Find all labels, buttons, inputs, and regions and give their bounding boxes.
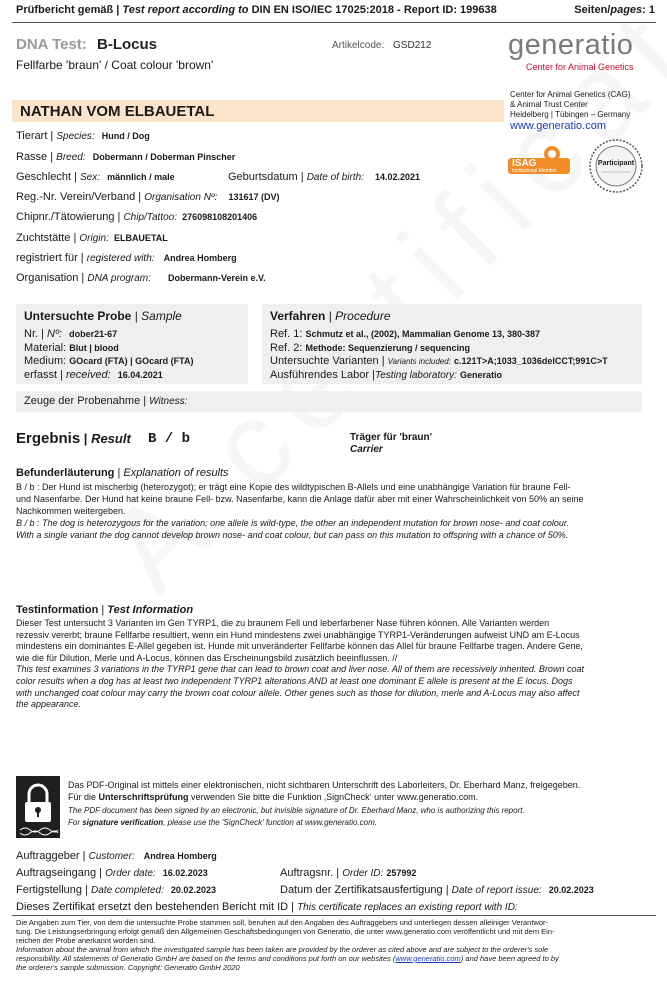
species-value: Hund / Dog — [101, 131, 150, 141]
procedure-lab: Ausführendes Labor |Testing laboratory: Generatio — [270, 368, 502, 381]
row-registered: registriert für | registered with: Andrea Homberg — [16, 252, 237, 264]
result-heading: Ergebnis | Result — [16, 430, 131, 447]
row-sex: Geschlecht | Sex: männlich / male — [16, 171, 175, 183]
generatio-logo — [508, 30, 658, 72]
participant-seal: Participant — [588, 138, 644, 194]
report-label: Prüfbericht gemäß — [16, 4, 114, 16]
sample-nr: Nr. | Nº: dober21-67 — [24, 328, 118, 340]
row-reg: Reg.-Nr. Verein/Verband | Organisation Nº: 131617 (DV) — [16, 191, 280, 203]
dob-value: 14.02.2021 — [375, 172, 421, 182]
procedure-details — [270, 328, 642, 382]
order-client: Auftraggeber | Customer: Andrea Homberg — [16, 850, 217, 862]
row-organisation: Organisation | DNA program: Dobermann-Verein e.V. — [16, 272, 266, 284]
lab-address: Center for Animal Genetics (CAG) & Animal Trust Center Heidelberg | Tübingen – Germany www.generatio.com — [510, 90, 631, 132]
signature-text: Das PDF-Original ist mittels einer elektronischen, nicht sichtbaren Unterschrift des Laborleiters, Dr. Eberhard Manz, freigegeben. Für die Unterschriftsprüfung verwenden Sie bitte die Funktion ‚SignCheck‘ unter www.generatio.com. The PDF document has been signed by an electronic, but invisible signature of Dr. Eberhard Manz, who is authorizing this report. For signature verification, please use the 'SignCheck' function at www.generatio.com. — [68, 780, 581, 827]
carrier-en: Carrier — [350, 444, 383, 455]
lab-url[interactable]: www.generatio.com — [510, 120, 606, 132]
organisation-value: Dobermann-Verein e.V. — [167, 273, 266, 283]
pages-indicator: Seiten/pages: 1 — [574, 4, 655, 16]
order-id: Auftragsnr. | Order ID: 257992 — [280, 867, 417, 879]
test-title — [16, 36, 157, 53]
sample-received: erfasst | received: 16.04.2021 — [24, 368, 163, 381]
report-header: Prüfbericht gemäß | Test report according to DIN EN ISO/IEC 17025:2018 - Report ID: 199638 — [16, 4, 497, 16]
testinfo-title: Testinformation | Test Information — [16, 604, 194, 616]
order-replaces: Dieses Zertifikat ersetzt den bestehenden Bericht mit ID | This certificate replaces an existing report with ID: — [16, 901, 518, 913]
procedure-ref2: Ref. 2: Methode: Sequenzierung / sequencing — [270, 341, 470, 354]
registered-value: Andrea Homberg — [163, 253, 237, 263]
procedure-variants: Untersuchte Varianten | Variants included: c.121T>A;1033_1036delCCT;991C>T — [270, 355, 608, 367]
explanation-title: Befunderläuterung | Explanation of results — [16, 467, 229, 479]
dog-name: NATHAN VOM ELBAUETAL — [20, 103, 215, 120]
isag-logo: ISAG Institutional Member — [506, 144, 576, 178]
header-divider — [12, 22, 656, 23]
result-value: B / b — [148, 431, 191, 447]
footer-divider — [12, 915, 656, 916]
testinfo-text: Dieser Test untersucht 3 Varianten im Gen TYRP1, die zu braunem Fell und leberfarbener Nase führen können. Alle Varianten werden rezessiv vererbt; braune Fellfarbe resultiert, wenn ein Hund mindestens zwei unabhängige TYRP1-Veränderungen aufweist UND am E-Locus mindestens ein dominantes E-Allel gegeben ist. Hunde mit unveränderter Fellfarbe können das Allel für braune Fellfarbe tragen. Andere Gene, wie die für Dilution, Merle und A-Locus, können das Erscheinungsbild zusätzlich beeinflussen. // This test examines 3 variations in the TYRP1 gene that can lead to brown coat and liver nose. All of them are recessively inherited. Brown coat color results when a dog has at least two independent TYRP1 alterations AND at least one dominant E allele is present at the E locus. Dogs with unchanged coat colour may carry the brown coat colour allele. Other genes such as those for dilution, merle and A-Locus may also affect the appearance. — [16, 618, 584, 710]
test-subtitle: Fellfarbe 'braun' / Coat colour 'brown' — [16, 58, 214, 72]
chip-value: 276098108201406 — [182, 212, 258, 222]
test-name: B-Locus — [97, 36, 158, 53]
logo-wordmark: generatio — [508, 29, 634, 61]
procedure-title: Verfahren | Procedure — [270, 309, 391, 323]
sex-value: männlich / male — [107, 172, 175, 182]
row-chip: Chipnr./Tätowierung | Chip/Tattoo: 276098108201406 — [16, 211, 258, 223]
result-interpretation — [350, 432, 432, 456]
origin-value: ELBAUETAL — [113, 233, 168, 243]
row-breed: Rasse | Breed: Dobermann / Doberman Pinscher — [16, 151, 236, 163]
test-label: DNA Test: — [16, 36, 87, 53]
standard: DIN EN ISO/IEC 17025:2018 — [251, 4, 395, 16]
reg-value: 131617 (DV) — [228, 192, 280, 202]
procedure-ref1: Ref. 1: Schmutz et al., (2002), Mammalian Genome 13, 380-387 — [270, 328, 541, 340]
sample-material: Material: Blut | blood — [24, 341, 119, 354]
sample-medium: Medium: GOcard (FTA) | GOcard (FTA) — [24, 355, 194, 367]
footer-legal: Die Angaben zum Tier, von dem die untersuchte Probe stammen soll, beruhen auf den Angaben des Auftraggebers und unterliegen dessen alleiniger Verantwor- tung. Die Leistungserbringung erfolgt gemäß den Allgemeinen Geschäftsbedingungen von Generatio, die unter www.generatio.com veröffentlicht und mit dem Ein- reichen der Probe anerkannt worden sind. Information about the animal from which the investigated sample has been taken are provided by the orderer as cited above and are subject to the orderer's sole responsibility. All statements of Generatio GmbH are based on the terms and conditions put forth on our websites (www.generatio.com) and have been agreed to by the orderer's sample submission. Copyright: Generatio GmbH 2020 — [16, 918, 559, 972]
explanation-text: B / b : Der Hund ist mischerbig (heterozygot); er trägt eine Kopie des wildtypischen B-Allels und eine unabhängige Variation für braune Fell- und Nasenfarbe. Der Hund hat keine braune Fell- bzw. Nasenfarbe, kann die Anlage dafür aber mit einer Wahrscheinlichkeit von 50% an seine Nachkommen weitergeben. B / b : The dog is heterozygous for the variation; one allele is wild-type, the other an independent mutation for brown nose- and coat colour. With a single variant the dog cannot develop brown nose- and coat colour, but can pass on this mutation to offspring with a chance of 50%. — [16, 482, 584, 540]
order-completed: Fertigstellung | Date completed: 20.02.2023 — [16, 884, 216, 896]
row-dob: Geburtsdatum | Date of birth: 14.02.2021 — [228, 171, 421, 183]
sample-details — [24, 328, 193, 382]
breed-value: Dobermann / Doberman Pinscher — [92, 152, 236, 162]
order-date: Auftragseingang | Order date: 16.02.2023 — [16, 867, 208, 879]
report-id: 199638 — [460, 4, 497, 16]
order-report-date: Datum der Zertifikatsausfertigung | Date of report issue: 20.02.2023 — [280, 884, 594, 896]
logo-tagline: Center for Animal Genetics — [526, 62, 634, 72]
row-species: Tierart | Species: Hund / Dog — [16, 130, 150, 142]
report-id-label: - Report ID: — [397, 4, 457, 16]
footer-link[interactable]: www.generatio.com — [395, 954, 461, 963]
lock-icon — [16, 776, 60, 838]
article-code: Artikelcode: GSD212 — [332, 40, 432, 51]
report-label-en: Test report according to — [122, 4, 249, 16]
witness-label: Zeuge der Probenahme | Witness: — [24, 395, 188, 407]
row-origin: Zuchtstätte | Origin: ELBAUETAL — [16, 232, 168, 244]
carrier-de: Träger für 'braun' — [350, 432, 432, 443]
sample-title: Untersuchte Probe | Sample — [24, 309, 182, 323]
